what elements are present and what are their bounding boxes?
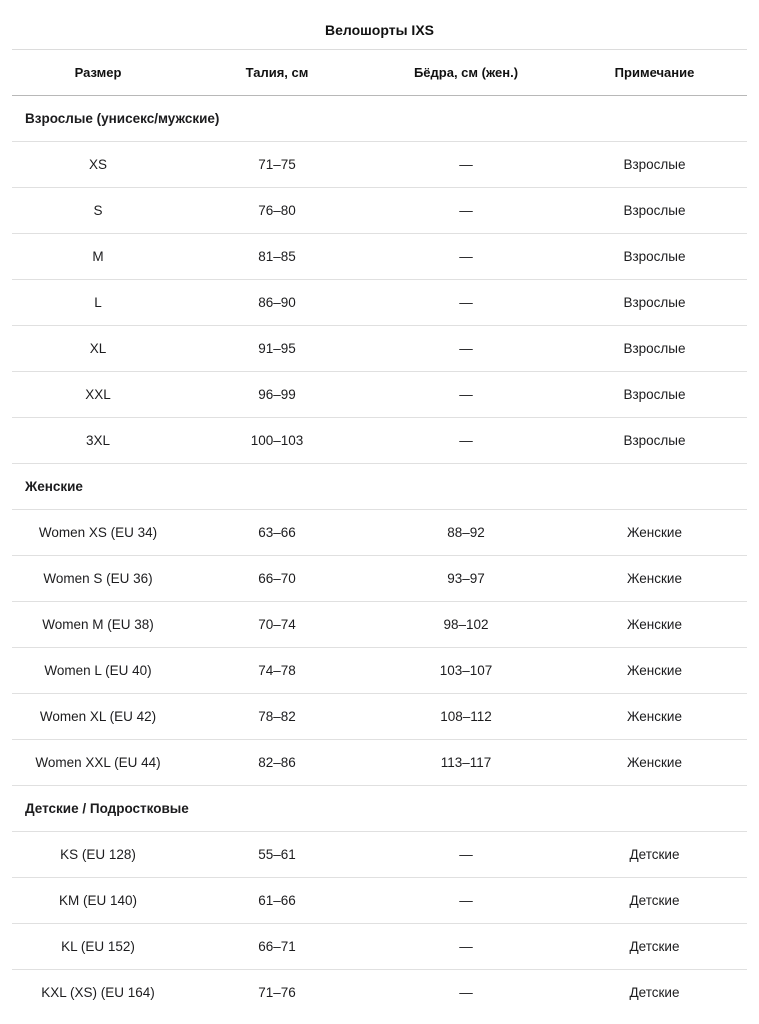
table-title: Велошорты IXS (12, 0, 747, 50)
section-heading: Женские (12, 464, 747, 510)
size-cell: XL (12, 326, 184, 372)
hips-cell: 88–92 (370, 510, 562, 556)
hips-cell: 103–107 (370, 648, 562, 694)
note-cell: Женские (562, 694, 747, 740)
size-cell: 3XL (12, 418, 184, 464)
size-cell: Women L (EU 40) (12, 648, 184, 694)
note-cell: Детские (562, 924, 747, 970)
note-cell: Женские (562, 510, 747, 556)
section-heading: Детские / Подростковые (12, 786, 747, 832)
table-row (12, 188, 747, 234)
waist-cell: 70–74 (184, 602, 370, 648)
hips-cell: — (370, 188, 562, 234)
table-row (12, 924, 747, 970)
note-cell: Взрослые (562, 372, 747, 418)
size-cell: L (12, 280, 184, 326)
section-row (12, 786, 747, 832)
table-row (12, 142, 747, 188)
note-cell: Детские (629, 985, 680, 1000)
table-row (12, 878, 747, 924)
waist-cell: 82–86 (184, 740, 370, 786)
column-header-hips: Бёдра, см (жен.) (370, 50, 562, 96)
table-row (12, 280, 747, 326)
hips-cell: — (370, 280, 562, 326)
column-header-waist: Талия, см (184, 50, 370, 96)
waist-cell: 74–78 (184, 648, 370, 694)
size-cell: M (12, 234, 184, 280)
size-cell: Women XL (EU 42) (12, 694, 184, 740)
hips-cell: — (370, 372, 562, 418)
waist-cell: 96–99 (184, 372, 370, 418)
table-row (12, 510, 747, 556)
hips-cell: — (370, 418, 562, 464)
size-cell: KM (EU 140) (12, 878, 184, 924)
waist-cell: 86–90 (184, 280, 370, 326)
hips-cell: 93–97 (370, 556, 562, 602)
note-cell: Взрослые (562, 418, 747, 464)
size-cell: XS (12, 142, 184, 188)
waist-cell: 71–76 (258, 985, 296, 1000)
size-cell: Women XXL (EU 44) (12, 740, 184, 786)
table-row (12, 556, 747, 602)
note-cell: Детские (562, 832, 747, 878)
size-cell: KS (EU 128) (12, 832, 184, 878)
hips-cell: — (370, 924, 562, 970)
waist-cell: 78–82 (184, 694, 370, 740)
note-cell: Женские (562, 556, 747, 602)
waist-cell: 100–103 (184, 418, 370, 464)
section-row (12, 464, 747, 510)
waist-cell: 66–70 (184, 556, 370, 602)
note-cell: Женские (562, 648, 747, 694)
waist-cell: 63–66 (184, 510, 370, 556)
hips-cell: 108–112 (370, 694, 562, 740)
note-cell: Взрослые (562, 188, 747, 234)
hips-cell: — (370, 234, 562, 280)
hips-cell: — (370, 878, 562, 924)
column-header-note: Примечание (562, 50, 747, 96)
note-cell: Взрослые (562, 326, 747, 372)
hips-cell: — (459, 985, 473, 1000)
waist-cell: 55–61 (184, 832, 370, 878)
section-heading: Взрослые (унисекс/мужские) (12, 96, 747, 142)
note-cell: Женские (562, 602, 747, 648)
table-row (12, 970, 747, 1016)
hips-cell: 98–102 (370, 602, 562, 648)
table-row (12, 418, 747, 464)
waist-cell: 71–75 (184, 142, 370, 188)
table-row (12, 694, 747, 740)
size-table (12, 50, 747, 1015)
table-row (12, 326, 747, 372)
note-cell: Взрослые (562, 234, 747, 280)
size-cell: Women S (EU 36) (12, 556, 184, 602)
table-row (12, 372, 747, 418)
hips-cell: — (370, 142, 562, 188)
section-row (12, 96, 747, 142)
size-cell: Women XS (EU 34) (12, 510, 184, 556)
waist-cell: 76–80 (184, 188, 370, 234)
table-row (12, 648, 747, 694)
table-row (12, 832, 747, 878)
size-cell: KXL (XS) (EU 164) (41, 985, 155, 1000)
table-row (12, 234, 747, 280)
column-header-size: Размер (12, 50, 184, 96)
size-cell: KL (EU 152) (12, 924, 184, 970)
waist-cell: 81–85 (184, 234, 370, 280)
table-row (12, 740, 747, 786)
table-row (12, 602, 747, 648)
note-cell: Взрослые (562, 280, 747, 326)
size-cell: XXL (12, 372, 184, 418)
note-cell: Взрослые (562, 142, 747, 188)
size-cell: S (12, 188, 184, 234)
header-row (12, 50, 747, 96)
hips-cell: — (370, 832, 562, 878)
waist-cell: 66–71 (184, 924, 370, 970)
note-cell: Детские (562, 878, 747, 924)
hips-cell: 113–117 (370, 740, 562, 786)
size-cell: Women M (EU 38) (12, 602, 184, 648)
table-body (12, 96, 747, 1016)
waist-cell: 61–66 (184, 878, 370, 924)
waist-cell: 91–95 (184, 326, 370, 372)
note-cell: Женские (562, 740, 747, 786)
hips-cell: — (370, 326, 562, 372)
